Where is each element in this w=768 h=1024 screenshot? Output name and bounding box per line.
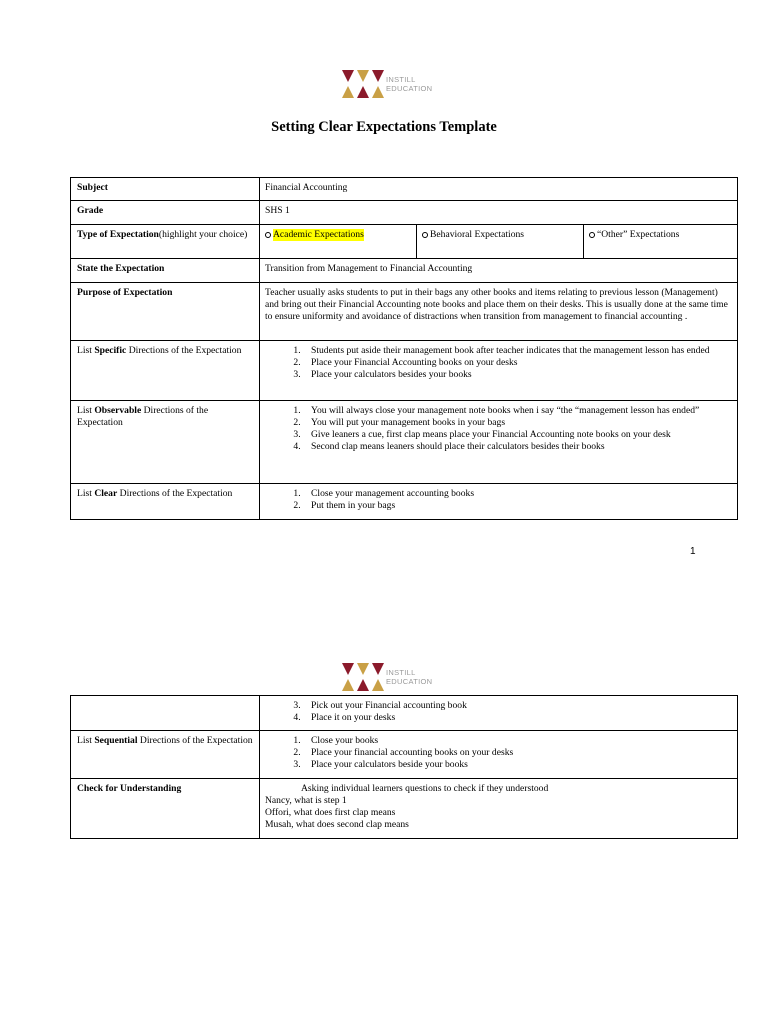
specific-label-pre: List: [77, 345, 95, 356]
list-item: 3. Give leaners a cue, first clap means place your Financial Accounting note books on your desk: [303, 429, 732, 441]
type-label-rest: (highlight your choice): [158, 229, 248, 240]
check-line: Musah, what does second clap means: [265, 819, 409, 830]
clear-label-bold: Clear: [94, 488, 118, 499]
list-item: 3. Pick out your Financial accounting book: [303, 700, 732, 712]
option-behavioral-label: Behavioral Expectations: [430, 229, 525, 240]
grade-label: Grade: [71, 201, 260, 225]
list-item: 2. Place your financial accounting books on your desks: [303, 747, 732, 759]
row-subject: [71, 178, 738, 201]
radio-circle-icon: [589, 232, 595, 238]
row-observable: [71, 401, 738, 484]
specific-label-post: Directions of the Expectation: [126, 345, 242, 356]
page-number: 1: [690, 546, 696, 557]
type-label: [71, 225, 260, 259]
row-type: [71, 225, 738, 259]
observable-label-pre: List: [77, 405, 95, 416]
logo-mark-icon: [342, 68, 384, 100]
option-other[interactable]: [584, 225, 738, 259]
clear-label-post: Directions of the Expectation: [117, 488, 233, 499]
sequential-label-pre: List: [77, 735, 95, 746]
state-value: Transition from Management to Financial Accounting: [260, 259, 738, 283]
list-item: 3. Place your calculators besides your books: [303, 369, 732, 381]
continued-label-empty: [71, 696, 260, 731]
sequential-label-bold: Sequential: [94, 735, 138, 746]
radio-circle-icon: [265, 232, 271, 238]
row-specific: [71, 341, 738, 401]
specific-label-bold: Specific: [94, 345, 127, 356]
page-title: Setting Clear Expectations Template: [271, 119, 497, 135]
instill-education-logo: [342, 661, 432, 693]
logo-line-1: INSTILL: [386, 75, 416, 84]
row-check: [71, 779, 738, 839]
list-item: 4. Second clap means leaners should place their calculators besides their books: [303, 441, 732, 453]
observable-label-post: Directions of the Expectation: [77, 405, 209, 428]
specific-list-cell: [260, 341, 738, 401]
radio-circle-icon: [422, 232, 428, 238]
list-item: 4. Place it on your desks: [303, 712, 732, 724]
sequential-label: [71, 731, 260, 779]
observable-label-bold: Observable: [94, 405, 142, 416]
option-academic[interactable]: [260, 225, 417, 259]
grade-value: SHS 1: [260, 201, 738, 225]
row-clear: [71, 484, 738, 520]
clear-label-pre: List: [77, 488, 95, 499]
option-behavioral[interactable]: [417, 225, 584, 259]
row-continued: [71, 696, 738, 731]
list-item: 1. Students put aside their management book after teacher indicates that the management lesson has ended: [303, 345, 732, 357]
expectations-table-continued: [70, 695, 738, 839]
row-state: [71, 259, 738, 283]
state-label: State the Expectation: [71, 259, 260, 283]
subject-label: Subject: [71, 178, 260, 201]
purpose-value: Teacher usually asks students to put in their bags any other books and items relating to previous lesson (Management) and bring out their Financial Accounting note books and place them on their desks. This is usually done at the same time to ensure uniformity and avoidance of distractions when transition from management to financial accounting .: [260, 283, 738, 341]
row-sequential: [71, 731, 738, 779]
specific-label: [71, 341, 260, 401]
purpose-label: Purpose of Expectation: [71, 283, 260, 341]
clear-label: [71, 484, 260, 520]
sequential-list-cell: [260, 731, 738, 779]
list-item: 1. Close your management accounting books: [303, 488, 732, 500]
logo-line-1: INSTILL: [386, 668, 416, 677]
check-line: Nancy, what is step 1: [265, 795, 347, 806]
option-other-label: “Other” Expectations: [597, 229, 680, 240]
check-cell: [260, 779, 738, 839]
list-item: 2. You will put your management books in your bags: [303, 417, 732, 429]
sequential-label-post: Directions of the Expectation: [137, 735, 253, 746]
check-line-intro: Asking individual learners questions to check if they understood: [301, 783, 549, 794]
list-item: 2. Place your Financial Accounting books on your desks: [303, 357, 732, 369]
check-line: Offori, what does first clap means: [265, 807, 396, 818]
instill-education-logo: [342, 68, 432, 100]
logo-mark-icon: [342, 661, 384, 693]
list-item: 3. Place your calculators beside your books: [303, 759, 732, 771]
logo-line-2: EDUCATION: [386, 677, 433, 686]
logo-line-2: EDUCATION: [386, 84, 433, 93]
row-purpose: [71, 283, 738, 341]
list-item: 2. Put them in your bags: [303, 500, 732, 512]
observable-label: [71, 401, 260, 484]
subject-value: Financial Accounting: [260, 178, 738, 201]
list-item: 1. You will always close your management note books when i say “the “management lesson has ended”: [303, 405, 732, 417]
type-label-bold: Type of Expectation: [77, 229, 159, 240]
check-label: Check for Understanding: [71, 779, 260, 839]
row-grade: [71, 201, 738, 225]
list-item: 1. Close your books: [303, 735, 732, 747]
clear-list-cell: [260, 484, 738, 520]
observable-list-cell: [260, 401, 738, 484]
option-academic-label: Academic Expectations: [273, 229, 364, 240]
continued-list-cell: [260, 696, 738, 731]
expectations-table: [70, 177, 738, 520]
